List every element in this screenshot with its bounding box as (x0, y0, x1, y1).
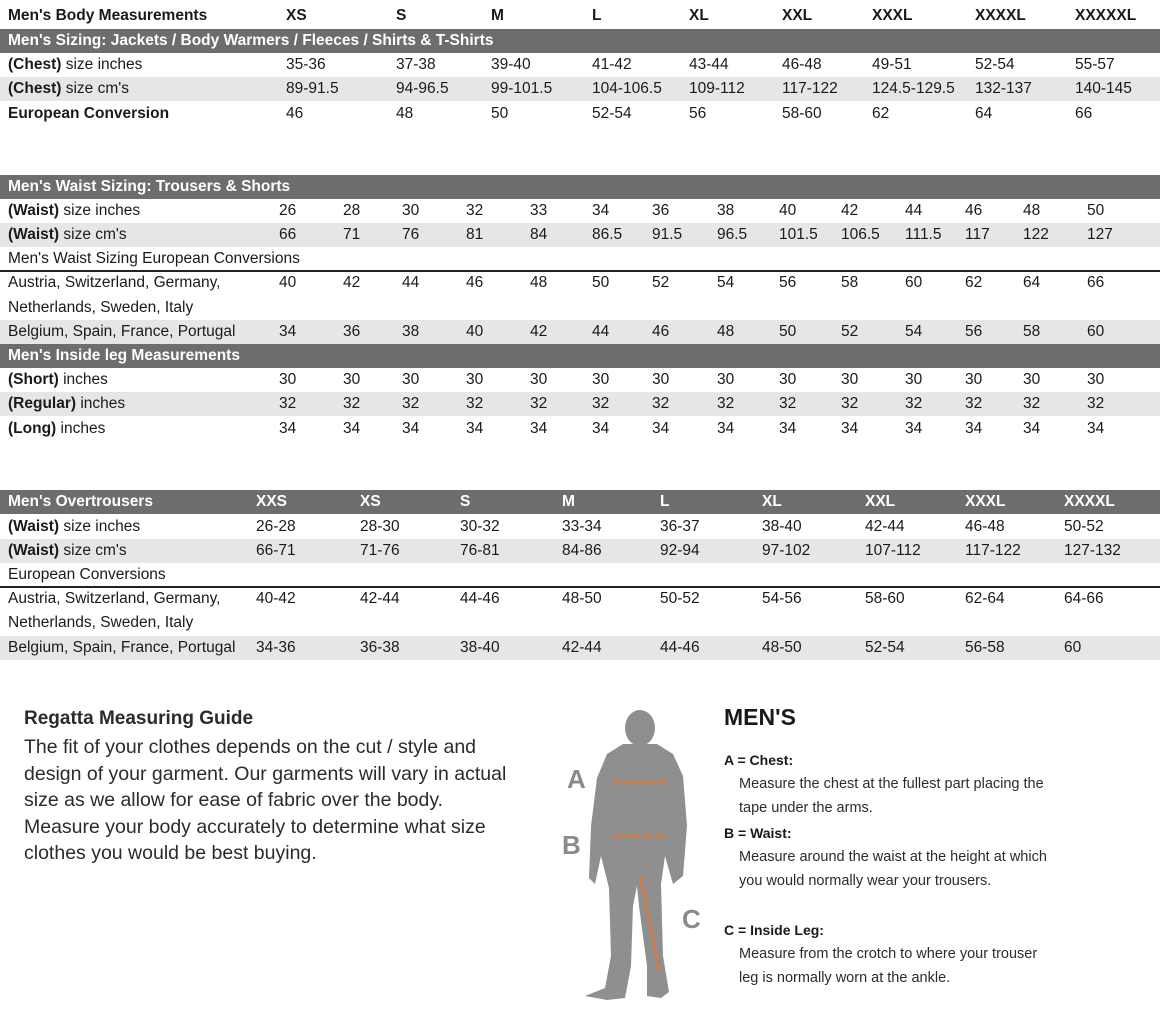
over-section-title: Men's Overtrousers (8, 493, 153, 510)
table-row (0, 102, 1160, 126)
table-cell: 30-32 (460, 518, 500, 535)
table-cell: 48-50 (762, 639, 802, 656)
table-cell: 30 (279, 371, 297, 388)
table-row (0, 271, 1160, 295)
row-label: (Waist) size cm's (8, 226, 127, 243)
table-cell: 41-42 (592, 56, 632, 73)
table-cell: 32 (905, 395, 923, 412)
table-cell: 50-52 (1064, 518, 1104, 535)
conversion-label-row (0, 563, 1160, 587)
table-cell: 55-57 (1075, 56, 1115, 73)
table-cell: 60 (1087, 323, 1105, 340)
table-cell: 46-48 (782, 56, 822, 73)
waist-section-header (0, 175, 1160, 199)
row-label: (Waist) size inches (8, 518, 141, 535)
conversion-label-row (0, 247, 1160, 271)
table-cell: 35-36 (286, 56, 326, 73)
table-cell: 32 (466, 395, 484, 412)
table-cell: 42 (530, 323, 548, 340)
row-label: (Waist) size cm's (8, 542, 127, 559)
table-cell: 34 (466, 420, 484, 437)
table-row (0, 53, 1160, 77)
size-header: XXXXL (975, 7, 1026, 24)
conversion-label: Men's Waist Sizing European Conversions (8, 250, 300, 267)
waist-section-title: Men's Waist Sizing: Trousers & Shorts (8, 178, 291, 195)
size-header: XXXXL (1064, 493, 1115, 510)
table-cell: 52-54 (865, 639, 905, 656)
table-row (0, 320, 1160, 344)
size-header: L (660, 493, 670, 510)
table-cell: 97-102 (762, 542, 811, 559)
row-label: Netherlands, Sweden, Italy (8, 614, 194, 631)
size-header: XS (360, 493, 381, 510)
table-cell: 43-44 (689, 56, 729, 73)
table-cell: 71-76 (360, 542, 400, 559)
table-row (0, 539, 1160, 563)
table-cell: 50 (779, 323, 797, 340)
table-cell: 48 (1023, 202, 1041, 219)
table-cell: 56-58 (965, 639, 1005, 656)
table-cell: 34 (279, 420, 297, 437)
table-row (0, 515, 1160, 539)
size-header: XXXL (872, 7, 913, 24)
table-cell: 94-96.5 (396, 80, 449, 97)
table-cell: 52-54 (975, 56, 1015, 73)
table-cell: 122 (1023, 226, 1049, 243)
table-cell: 117 (965, 226, 990, 243)
table-cell: 66-71 (256, 542, 296, 559)
table-cell: 42 (841, 202, 859, 219)
table-cell: 62-64 (965, 590, 1005, 607)
waist-key: B = Waist: (724, 825, 792, 841)
table-cell: 76 (402, 226, 420, 243)
table-cell: 40 (466, 323, 484, 340)
person-silhouette-icon (585, 710, 687, 1000)
inside-leg-key: C = Inside Leg: (724, 922, 824, 938)
table-cell: 32 (652, 395, 670, 412)
table-row (0, 417, 1160, 441)
table-cell: 34 (841, 420, 859, 437)
table-cell: 34 (779, 420, 797, 437)
table-cell: 38-40 (762, 518, 802, 535)
table-cell: 132-137 (975, 80, 1032, 97)
table-cell: 32 (841, 395, 859, 412)
table-cell: 92-94 (660, 542, 700, 559)
table-cell: 40 (779, 202, 797, 219)
table-cell: 84 (530, 226, 548, 243)
table-cell: 32 (466, 202, 484, 219)
row-label: (Chest) size inches (8, 56, 143, 73)
table-cell: 64-66 (1064, 590, 1104, 607)
table-cell: 42-44 (865, 518, 905, 535)
table-row-continuation (0, 296, 1160, 320)
table-cell: 104-106.5 (592, 80, 662, 97)
table-cell: 26-28 (256, 518, 296, 535)
table-row-continuation (0, 611, 1160, 635)
body-table-title-row (0, 4, 1160, 28)
table-cell: 28 (343, 202, 361, 219)
table-cell: 30 (905, 371, 923, 388)
table-cell: 54 (905, 323, 923, 340)
table-cell: 48 (717, 323, 735, 340)
table-cell: 54 (717, 274, 735, 291)
body-table-title: Men's Body Measurements (8, 7, 208, 24)
size-header: XXS (256, 493, 288, 510)
table-cell: 36-38 (360, 639, 400, 656)
guide-text: The fit of your clothes depends on the cut / style and design of your garment. Our garments will vary in actual size as we allow for ease of fabric over the body. Measure your body accurately to determine what size clothes you would be best buying. (24, 736, 507, 864)
row-label: (Chest) size cm's (8, 80, 129, 97)
table-cell: 34 (717, 420, 735, 437)
table-cell: 44 (402, 274, 420, 291)
row-label: (Regular) inches (8, 395, 126, 412)
table-cell: 124.5-129.5 (872, 80, 955, 97)
table-cell: 36 (343, 323, 361, 340)
leg-section-title: Men's Inside leg Measurements (8, 347, 240, 364)
table-row (0, 392, 1160, 416)
table-cell: 50 (1087, 202, 1105, 219)
table-cell: 32 (343, 395, 361, 412)
table-cell: 32 (402, 395, 420, 412)
table-cell: 32 (530, 395, 548, 412)
table-cell: 58 (1023, 323, 1041, 340)
table-cell: 46 (965, 202, 983, 219)
table-cell: 50 (491, 105, 509, 122)
table-cell: 30 (652, 371, 670, 388)
table-cell: 32 (965, 395, 983, 412)
table-cell: 109-112 (689, 80, 745, 97)
table-cell: 42-44 (562, 639, 602, 656)
row-label: Austria, Switzerland, Germany, (8, 274, 221, 291)
table-cell: 34 (1023, 420, 1041, 437)
table-cell: 58 (841, 274, 859, 291)
table-cell: 32 (717, 395, 735, 412)
table-cell: 140-145 (1075, 80, 1132, 97)
table-cell: 38 (402, 323, 420, 340)
table-cell: 44-46 (660, 639, 700, 656)
table-cell: 30 (841, 371, 859, 388)
table-cell: 127 (1087, 226, 1113, 243)
table-cell: 84-86 (562, 542, 602, 559)
table-cell: 34-36 (256, 639, 296, 656)
table-cell: 39-40 (491, 56, 531, 73)
table-cell: 96.5 (717, 226, 748, 243)
table-cell: 42 (343, 274, 361, 291)
table-cell: 30 (402, 202, 420, 219)
table-cell: 34 (592, 420, 610, 437)
size-header: S (396, 7, 407, 24)
table-cell: 49-51 (872, 56, 912, 73)
table-row (0, 77, 1160, 101)
row-label: European Conversion (8, 105, 170, 122)
table-cell: 30 (965, 371, 983, 388)
table-cell: 127-132 (1064, 542, 1121, 559)
size-header: S (460, 493, 471, 510)
inside-leg-description: Measure from the crotch to where your trouser leg is normally worn at the ankle. (739, 946, 1038, 987)
table-cell: 30 (402, 371, 420, 388)
table-cell: 46 (286, 105, 304, 122)
table-cell: 64 (1023, 274, 1041, 291)
size-header: L (592, 7, 602, 24)
table-cell: 117-122 (782, 80, 838, 97)
table-cell: 56 (965, 323, 983, 340)
table-cell: 37-38 (396, 56, 436, 73)
table-row (0, 199, 1160, 223)
table-cell: 48 (530, 274, 548, 291)
table-cell: 66 (279, 226, 297, 243)
table-cell: 50-52 (660, 590, 700, 607)
table-row (0, 368, 1160, 392)
figure-letter-c: C (682, 904, 701, 934)
table-row (0, 223, 1160, 247)
row-label: Belgium, Spain, France, Portugal (8, 323, 236, 340)
table-cell: 54-56 (762, 590, 802, 607)
table-cell: 46 (466, 274, 484, 291)
body-section-title: Men's Sizing: Jackets / Body Warmers / Fleeces / Shirts & T-Shirts (8, 32, 494, 49)
table-cell: 36 (652, 202, 670, 219)
table-cell: 34 (279, 323, 297, 340)
size-header: XXXXXL (1075, 7, 1137, 24)
table-cell: 111.5 (905, 226, 942, 243)
table-cell: 32 (1087, 395, 1105, 412)
row-label: Belgium, Spain, France, Portugal (8, 639, 236, 656)
table-cell: 44-46 (460, 590, 500, 607)
table-cell: 62 (965, 274, 983, 291)
size-header: XL (762, 493, 782, 510)
table-cell: 62 (872, 105, 890, 122)
size-header: XXL (782, 7, 813, 24)
body-silhouette-figure (565, 706, 705, 1006)
table-cell: 28-30 (360, 518, 400, 535)
table-cell: 34 (1087, 420, 1105, 437)
body-section-header (0, 29, 1160, 53)
table-cell: 58-60 (782, 105, 822, 122)
row-label: Netherlands, Sweden, Italy (8, 299, 194, 316)
row-label: (Long) inches (8, 420, 106, 437)
table-cell: 101.5 (779, 226, 818, 243)
table-cell: 52 (841, 323, 859, 340)
table-cell: 40-42 (256, 590, 296, 607)
chest-key: A = Chest: (724, 752, 794, 768)
waist-description: Measure around the waist at the height at which you would normally wear your trousers. (739, 849, 1047, 890)
table-cell: 52 (652, 274, 670, 291)
table-cell: 86.5 (592, 226, 623, 243)
table-cell: 106.5 (841, 226, 880, 243)
table-cell: 91.5 (652, 226, 683, 243)
table-cell: 38 (717, 202, 735, 219)
table-cell: 32 (279, 395, 297, 412)
table-cell: 30 (343, 371, 361, 388)
size-header: XXL (865, 493, 896, 510)
table-cell: 30 (717, 371, 735, 388)
table-row (0, 587, 1160, 611)
table-cell: 26 (279, 202, 297, 219)
table-cell: 32 (1023, 395, 1041, 412)
table-cell: 50 (592, 274, 610, 291)
guide-title: Regatta Measuring Guide (24, 708, 254, 729)
table-cell: 34 (592, 202, 610, 219)
table-cell: 52-54 (592, 105, 632, 122)
size-header: M (562, 493, 575, 510)
table-cell: 34 (652, 420, 670, 437)
chest-description: Measure the chest at the fullest part placing the tape under the arms. (739, 776, 1044, 817)
table-cell: 81 (466, 226, 484, 243)
figure-letter-a: A (567, 764, 586, 794)
figure-letter-b: B (562, 830, 581, 860)
table-cell: 32 (779, 395, 797, 412)
table-cell: 38-40 (460, 639, 500, 656)
table-cell: 30 (1087, 371, 1105, 388)
table-cell: 33 (530, 202, 548, 219)
table-cell: 66 (1087, 274, 1105, 291)
table-cell: 30 (779, 371, 797, 388)
table-cell: 64 (975, 105, 993, 122)
table-cell: 56 (779, 274, 797, 291)
table-cell: 60 (905, 274, 923, 291)
table-cell: 89-91.5 (286, 80, 339, 97)
table-row (0, 636, 1160, 660)
table-cell: 71 (343, 226, 361, 243)
table-cell: 34 (965, 420, 983, 437)
over-section-header (0, 490, 1160, 514)
table-cell: 40 (279, 274, 297, 291)
row-label: Austria, Switzerland, Germany, (8, 590, 221, 607)
table-cell: 33-34 (562, 518, 602, 535)
row-label: (Waist) size inches (8, 202, 141, 219)
size-header: XXXL (965, 493, 1006, 510)
size-header: XS (286, 7, 307, 24)
table-cell: 34 (402, 420, 420, 437)
table-cell: 32 (592, 395, 610, 412)
table-cell: 34 (530, 420, 548, 437)
table-cell: 30 (530, 371, 548, 388)
table-cell: 34 (343, 420, 361, 437)
table-cell: 46 (652, 323, 670, 340)
row-label: (Short) inches (8, 371, 108, 388)
table-cell: 76-81 (460, 542, 500, 559)
conversion-label: European Conversions (8, 566, 166, 583)
table-cell: 30 (592, 371, 610, 388)
leg-section-header (0, 344, 1160, 368)
mens-title: MEN'S (724, 704, 796, 730)
table-cell: 58-60 (865, 590, 905, 607)
table-cell: 117-122 (965, 542, 1021, 559)
size-header: M (491, 7, 504, 24)
size-header: XL (689, 7, 709, 24)
table-cell: 107-112 (865, 542, 921, 559)
table-cell: 48-50 (562, 590, 602, 607)
table-cell: 99-101.5 (491, 80, 553, 97)
table-cell: 30 (1023, 371, 1041, 388)
table-cell: 44 (592, 323, 610, 340)
table-cell: 60 (1064, 639, 1082, 656)
table-cell: 66 (1075, 105, 1093, 122)
table-cell: 34 (905, 420, 923, 437)
table-cell: 42-44 (360, 590, 400, 607)
table-cell: 48 (396, 105, 414, 122)
table-cell: 46-48 (965, 518, 1005, 535)
table-cell: 36-37 (660, 518, 700, 535)
table-cell: 30 (466, 371, 484, 388)
table-cell: 56 (689, 105, 707, 122)
table-cell: 44 (905, 202, 923, 219)
